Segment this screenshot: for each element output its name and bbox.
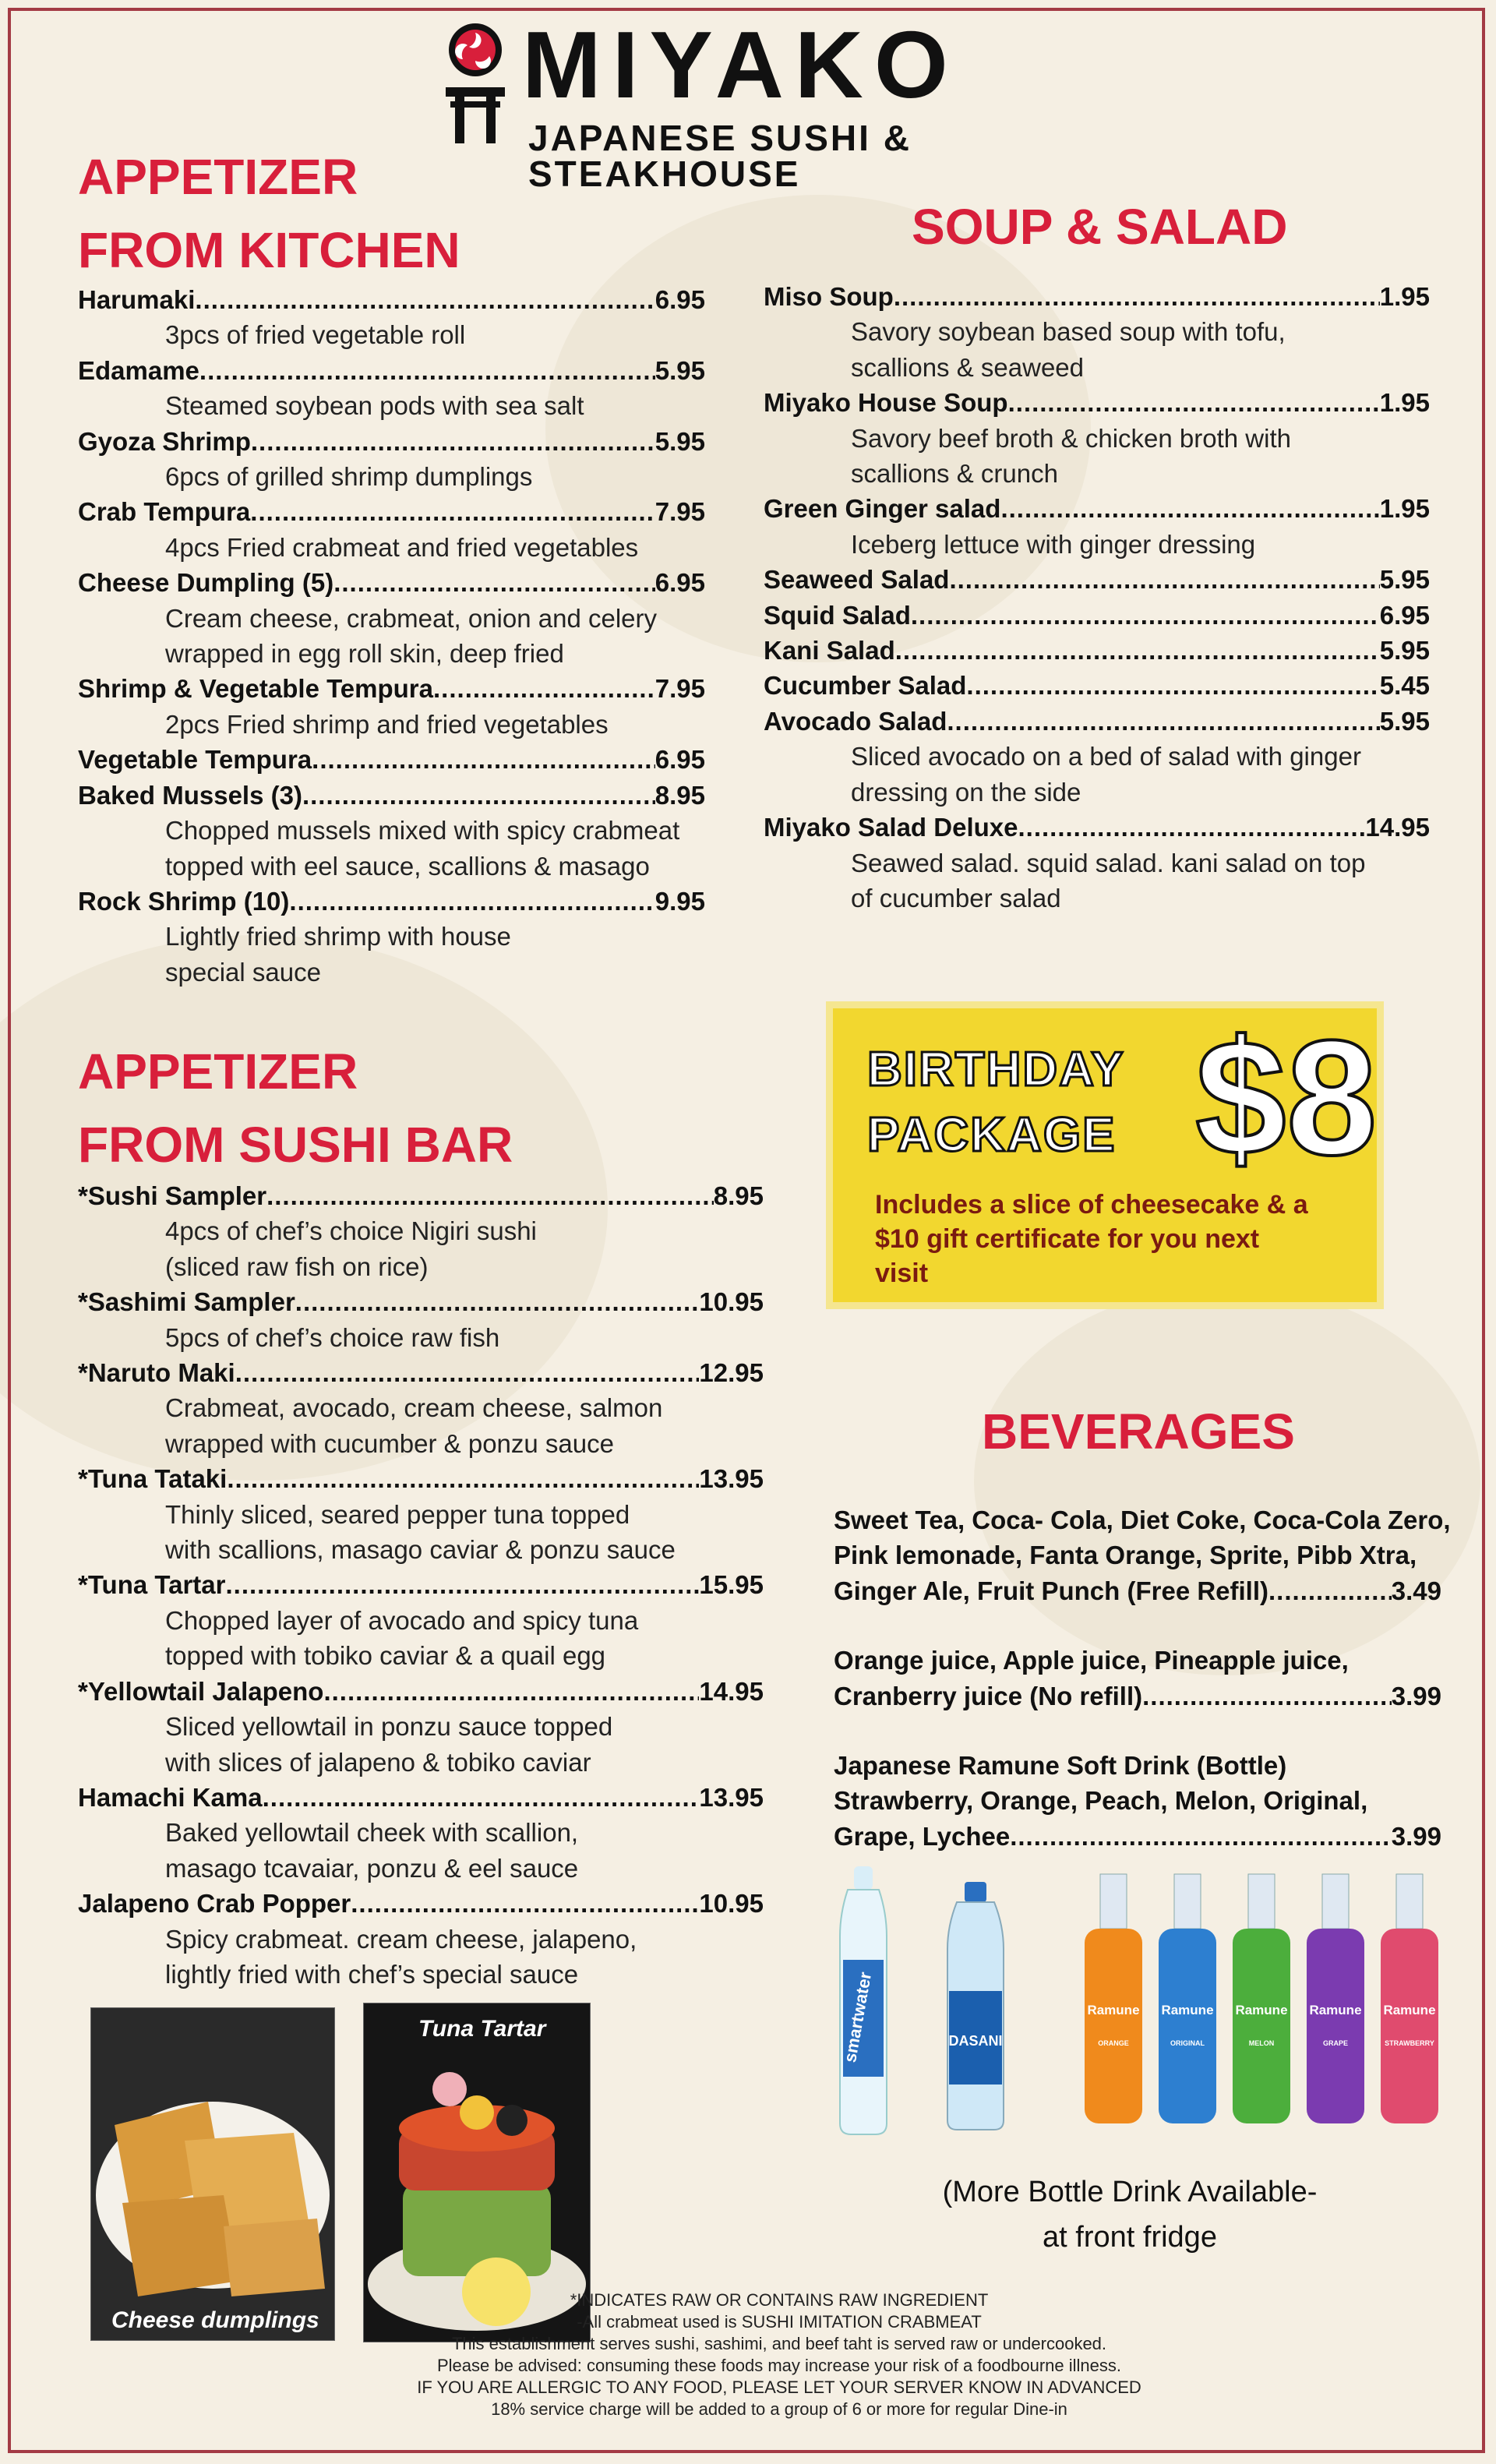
section-title-line: APPETIZER <box>78 1043 358 1100</box>
menu-item-price: 5.95 <box>1379 706 1430 736</box>
menu-item-description: Cream cheese, crabmeat, onion and celery <box>165 603 657 633</box>
menu-item-price: 8.95 <box>713 1181 764 1210</box>
menu-item-price: 15.95 <box>699 1570 764 1600</box>
ramune-flavor: ORANGE <box>1098 2039 1129 2047</box>
beverage-group <box>834 1643 1441 1714</box>
ramune-bottle <box>1159 1874 1216 2123</box>
section-title-sushibar <box>78 1035 513 1181</box>
menu-item-name: *Naruto Maki <box>78 1358 235 1388</box>
menu-item <box>78 565 705 600</box>
ramune-brand: Ramune <box>1309 2003 1362 2017</box>
beverage-line: Japanese Ramune Soft Drink (Bottle) <box>834 1751 1287 1781</box>
dot-leader <box>250 494 654 529</box>
menu-item-description: Savory soybean based soup with tofu, <box>851 317 1286 347</box>
ramune-bottle <box>1085 1874 1142 2123</box>
menu-item-price: 1.95 <box>1379 282 1430 311</box>
dot-leader <box>1268 1573 1392 1608</box>
menu-item <box>78 884 705 919</box>
menu-item <box>764 491 1430 526</box>
menu-item-price: 10.95 <box>699 1287 764 1317</box>
footer-line: -All crabmeat used is SUSHI IMITATION CRABMEAT <box>577 2312 982 2332</box>
menu-item-name: Miyako Salad Deluxe <box>764 813 1018 842</box>
beverage-line: Sweet Tea, Coca- Cola, Diet Coke, Coca-Cola Zero, <box>834 1506 1451 1534</box>
menu-item-name: Edamame <box>78 355 199 385</box>
ramune-bottle <box>1381 1874 1438 2123</box>
ramune-brand: Ramune <box>1087 2003 1140 2017</box>
menu-item-name: Avocado Salad <box>764 706 947 736</box>
section-title-line: FROM KITCHEN <box>78 222 460 278</box>
birthday-price: $8 <box>1195 1006 1378 1189</box>
dot-leader <box>433 671 655 706</box>
birthday-description: Includes a slice of cheesecake & a $10 gift certificate for you next visit <box>875 1190 1308 1288</box>
menu-item-name: Baked Mussels (3) <box>78 780 302 810</box>
menu-item-description: Sliced avocado on a bed of salad with ginger <box>851 742 1361 771</box>
menu-item-name: *Yellowtail Jalapeno <box>78 1676 324 1706</box>
dot-leader <box>195 282 654 317</box>
dot-leader <box>1142 1679 1392 1714</box>
menu-item-name: Seaweed Salad <box>764 565 950 595</box>
menu-item <box>764 598 1430 633</box>
beverage-group <box>834 1748 1441 1854</box>
dot-leader <box>302 778 655 813</box>
beverage-line: Grape, Lychee <box>834 1821 1011 1851</box>
menu-item-name: Crab Tempura <box>78 497 251 527</box>
ramune-brand: Ramune <box>1235 2003 1288 2017</box>
section-title-soup-salad: SOUP & SALAD <box>912 199 1288 255</box>
section-title-line: FROM SUSHI BAR <box>78 1117 513 1173</box>
dot-leader <box>895 633 1380 668</box>
menu-item-price: 5.45 <box>1379 671 1430 701</box>
menu-item-price: 12.95 <box>699 1358 764 1388</box>
menu-item <box>78 1284 764 1319</box>
menu-item-name: Cheese Dumpling (5) <box>78 568 334 598</box>
dasani-bottle <box>947 1882 1004 2130</box>
logo-subtitle: JAPANESE SUSHI & STEAKHOUSE <box>528 118 912 194</box>
beverage-line: Ginger Ale, Fruit Punch (Free Refill) <box>834 1576 1269 1605</box>
menu-item-price: 13.95 <box>699 1782 764 1812</box>
dot-leader <box>227 1461 699 1496</box>
beverage-price: 3.99 <box>1391 1681 1441 1710</box>
ramune-bottles <box>1085 1874 1438 2123</box>
birthday-package-card <box>826 1001 1379 1309</box>
ramune-flavor: STRAWBERRY <box>1385 2039 1434 2047</box>
dot-leader <box>312 742 655 777</box>
beverage-price-row <box>834 1573 1441 1608</box>
menu-item <box>78 1355 764 1390</box>
menu-item-price: 7.95 <box>654 674 705 704</box>
dasani-label: DASANI <box>948 2033 1003 2049</box>
menu-item-price: 13.95 <box>699 1464 764 1494</box>
menu-item-name: Cucumber Salad <box>764 671 967 701</box>
bottles-image <box>832 1859 1455 2155</box>
menu-item <box>764 668 1430 703</box>
menu-item <box>78 1178 764 1213</box>
menu-item-description: (sliced raw fish on rice) <box>165 1251 429 1281</box>
menu-item-description: 3pcs of fried vegetable roll <box>165 320 466 350</box>
dot-leader <box>894 279 1380 314</box>
menu-item <box>764 810 1430 845</box>
dot-leader <box>1018 810 1365 845</box>
logo <box>444 12 1036 194</box>
menu-item <box>764 704 1430 739</box>
footer-line: 18% service charge will be added to a group of 6 or more for regular Dine-in <box>491 2399 1067 2419</box>
ramune-bottle <box>1307 1874 1364 2123</box>
menu-item-price: 6.95 <box>654 745 705 775</box>
menu-item-description: topped with eel sauce, scallions & masago <box>165 851 650 881</box>
menu-item-name: *Sushi Sampler <box>78 1181 267 1210</box>
menu-item-description: masago tcavaiar, ponzu & eel sauce <box>165 1853 579 1883</box>
ramune-flavor: GRAPE <box>1322 2039 1349 2047</box>
menu-item <box>764 385 1430 420</box>
dot-leader <box>911 598 1380 633</box>
menu-item-name: Squid Salad <box>764 600 911 630</box>
menu-item-description: Savory beef broth & chicken broth with <box>851 423 1291 453</box>
dot-leader <box>966 668 1379 703</box>
menu-item-description: Chopped mussels mixed with spicy crabmeat <box>165 816 680 845</box>
soup-salad-menu-list <box>764 279 1430 916</box>
ramune-flavor: ORIGINAL <box>1170 2039 1205 2047</box>
menu-item-name: *Tuna Tartar <box>78 1570 226 1600</box>
logo-name: MIYAKO <box>522 12 959 118</box>
photo-caption: Tuna Tartar <box>418 2016 546 2042</box>
beverage-price-row <box>834 1819 1441 1854</box>
menu-item-price: 6.95 <box>654 285 705 314</box>
dot-leader <box>263 1780 700 1815</box>
menu-item-name: Miyako House Soup <box>764 388 1008 418</box>
beverage-line: Cranberry juice (No refill) <box>834 1681 1143 1710</box>
menu-item-price: 5.95 <box>1379 636 1430 665</box>
dot-leader <box>351 1886 699 1921</box>
menu-item-description: of cucumber salad <box>851 883 1061 913</box>
birthday-line1: BIRTHDAY <box>867 1043 1125 1096</box>
sushibar-menu-list <box>78 1178 764 1992</box>
menu-item-price: 14.95 <box>1365 813 1430 842</box>
menu-item-description: with slices of jalapeno & tobiko caviar <box>165 1747 591 1777</box>
birthday-line2: PACKAGE <box>867 1108 1117 1162</box>
section-title-beverages: BEVERAGES <box>982 1403 1295 1460</box>
menu-item-price: 14.95 <box>699 1676 764 1706</box>
menu-item-price: 6.95 <box>1379 600 1430 630</box>
more-drinks-note <box>912 2169 1348 2260</box>
menu-item-description: 6pcs of grilled shrimp dumplings <box>165 462 533 492</box>
menu-item-description: Spicy crabmeat. cream cheese, jalapeno, <box>165 1924 637 1954</box>
menu-item <box>78 282 705 317</box>
menu-item <box>78 1674 764 1709</box>
dot-leader <box>323 1674 699 1709</box>
dot-leader <box>1010 1819 1392 1854</box>
menu-item-description: lightly fried with chef’s special sauce <box>165 1959 579 1989</box>
menu-item-description: Crabmeat, avocado, cream cheese, salmon <box>165 1393 663 1423</box>
menu-item-description: Thinly sliced, seared pepper tuna topped <box>165 1499 630 1529</box>
dot-leader <box>225 1567 699 1602</box>
menu-item-name: Harumaki <box>78 285 196 314</box>
menu-item-name: Hamachi Kama <box>78 1782 263 1812</box>
menu-item-name: Shrimp & Vegetable Tempura <box>78 674 434 704</box>
menu-item-price: 10.95 <box>699 1889 764 1919</box>
menu-item <box>78 494 705 529</box>
menu-item-name: Green Ginger salad <box>764 494 1001 524</box>
menu-item-price: 1.95 <box>1379 388 1430 418</box>
ramune-brand: Ramune <box>1161 2003 1214 2017</box>
menu-item-price: 5.95 <box>654 426 705 456</box>
menu-item-description: 2pcs Fried shrimp and fried vegetables <box>165 709 609 739</box>
menu-item <box>78 742 705 777</box>
menu-item-name: Miso Soup <box>764 282 894 311</box>
beverage-group <box>834 1502 1451 1608</box>
beverage-price: 3.49 <box>1391 1576 1441 1605</box>
menu-item <box>78 1780 764 1815</box>
card-body <box>826 1001 1384 1309</box>
menu-item-description: Chopped layer of avocado and spicy tuna <box>165 1605 639 1635</box>
menu-item-description: scallions & seaweed <box>851 352 1084 382</box>
menu-item <box>764 633 1430 668</box>
section-title-kitchen <box>78 140 460 287</box>
beverage-line: Strawberry, Orange, Peach, Melon, Original, <box>834 1786 1368 1816</box>
menu-item-description: scallions & crunch <box>851 459 1058 489</box>
ramune-brand: Ramune <box>1383 2003 1436 2017</box>
section-title-line: APPETIZER <box>78 149 358 205</box>
menu-item-description: Sliced yellowtail in ponzu sauce topped <box>165 1712 613 1742</box>
menu-item-name: *Tuna Tataki <box>78 1464 228 1494</box>
menu-item-name: Kani Salad <box>764 636 895 665</box>
menu-item-description: dressing on the side <box>851 777 1081 807</box>
dot-leader <box>1000 491 1379 526</box>
ramune-flavor: MELON <box>1248 2039 1275 2047</box>
menu-item-description: topped with tobiko caviar & a quail egg <box>165 1641 606 1671</box>
menu-item <box>78 1461 764 1496</box>
dot-leader <box>235 1355 700 1390</box>
cheese-dumplings-image <box>91 2008 334 2340</box>
beverage-price-row <box>834 1679 1441 1714</box>
menu-item <box>764 279 1430 314</box>
menu-item-price: 7.95 <box>654 497 705 527</box>
footer-line: This establishment serves sushi, sashimi, and beef taht is served raw or undercooked. <box>451 2334 1107 2353</box>
dot-leader <box>333 565 655 600</box>
menu-item-description: Seawed salad. squid salad. kani salad on top <box>851 848 1366 877</box>
menu-item-name: Jalapeno Crab Popper <box>78 1889 351 1919</box>
smartwater-label: smartwater <box>840 1970 876 2064</box>
menu-item-name: Vegetable Tempura <box>78 745 312 775</box>
smartwater-bottle <box>840 1866 887 2134</box>
kitchen-menu-list <box>78 282 705 990</box>
footer-line: IF YOU ARE ALLERGIC TO ANY FOOD, PLEASE LET YOUR SERVER KNOW IN ADVANCED <box>417 2378 1141 2397</box>
more-drinks-line: (More Bottle Drink Available- <box>942 2176 1318 2208</box>
dot-leader <box>295 1284 700 1319</box>
menu-item-price: 5.95 <box>654 355 705 385</box>
menu-item <box>78 671 705 706</box>
torii-mitsudomoe-icon <box>444 19 506 143</box>
dot-leader <box>947 704 1379 739</box>
menu-item-description: Iceberg lettuce with ginger dressing <box>851 529 1256 559</box>
menu-item <box>764 562 1430 597</box>
menu-item-description: with scallions, masago caviar & ponzu sauce <box>165 1535 676 1565</box>
beverage-line: Pink lemonade, Fanta Orange, Sprite, Pibb Xtra, <box>834 1541 1417 1570</box>
menu-item-description: Lightly fried shrimp with house <box>165 922 511 951</box>
menu-item-price: 8.95 <box>654 780 705 810</box>
menu-item-name: Gyoza Shrimp <box>78 426 251 456</box>
menu-item <box>78 778 705 813</box>
menu-item-description: Steamed soybean pods with sea salt <box>165 391 584 421</box>
dot-leader <box>1008 385 1380 420</box>
dot-leader <box>949 562 1379 597</box>
dot-leader <box>199 353 655 388</box>
beverage-list <box>834 1502 1451 1888</box>
photo-caption: Cheese dumplings <box>111 2307 319 2333</box>
dot-leader <box>266 1178 714 1213</box>
menu-item-description: 5pcs of chef’s choice raw fish <box>165 1322 500 1352</box>
ramune-bottle <box>1233 1874 1290 2123</box>
menu-item <box>78 1567 764 1602</box>
menu-item-description: special sauce <box>165 957 321 987</box>
menu-item-description: wrapped with cucumber & ponzu sauce <box>165 1428 614 1458</box>
menu-item-price: 6.95 <box>654 568 705 598</box>
menu-item <box>78 1886 764 1921</box>
menu-item-price: 9.95 <box>654 886 705 916</box>
menu-item-description: 4pcs of chef’s choice Nigiri sushi <box>165 1216 537 1246</box>
menu-item-name: Rock Shrimp (10) <box>78 886 290 916</box>
cheese-dumplings-photo <box>90 2007 335 2341</box>
beverage-price: 3.99 <box>1391 1821 1441 1851</box>
menu-item <box>78 424 705 459</box>
menu-item-name: *Sashimi Sampler <box>78 1287 295 1317</box>
beverage-line: Orange juice, Apple juice, Pineapple juice, <box>834 1646 1349 1675</box>
footer-notes <box>358 2289 1200 2420</box>
dot-leader <box>289 884 654 919</box>
footer-line: Please be advised: consuming these foods may increase your risk of a foodbourne illness. <box>436 2356 1122 2375</box>
menu-item-description: 4pcs Fried crabmeat and fried vegetables <box>165 532 639 562</box>
footer-line: *INDICATES RAW OR CONTAINS RAW INGREDIENT <box>570 2290 989 2310</box>
menu-item-price: 1.95 <box>1379 494 1430 524</box>
menu-item-price: 5.95 <box>1379 565 1430 595</box>
menu-item-description: wrapped in egg roll skin, deep fried <box>165 639 564 669</box>
more-drinks-line: at front fridge <box>1043 2221 1217 2254</box>
menu-item <box>78 353 705 388</box>
menu-item-description: Baked yellowtail cheek with scallion, <box>165 1818 579 1848</box>
dot-leader <box>251 424 655 459</box>
